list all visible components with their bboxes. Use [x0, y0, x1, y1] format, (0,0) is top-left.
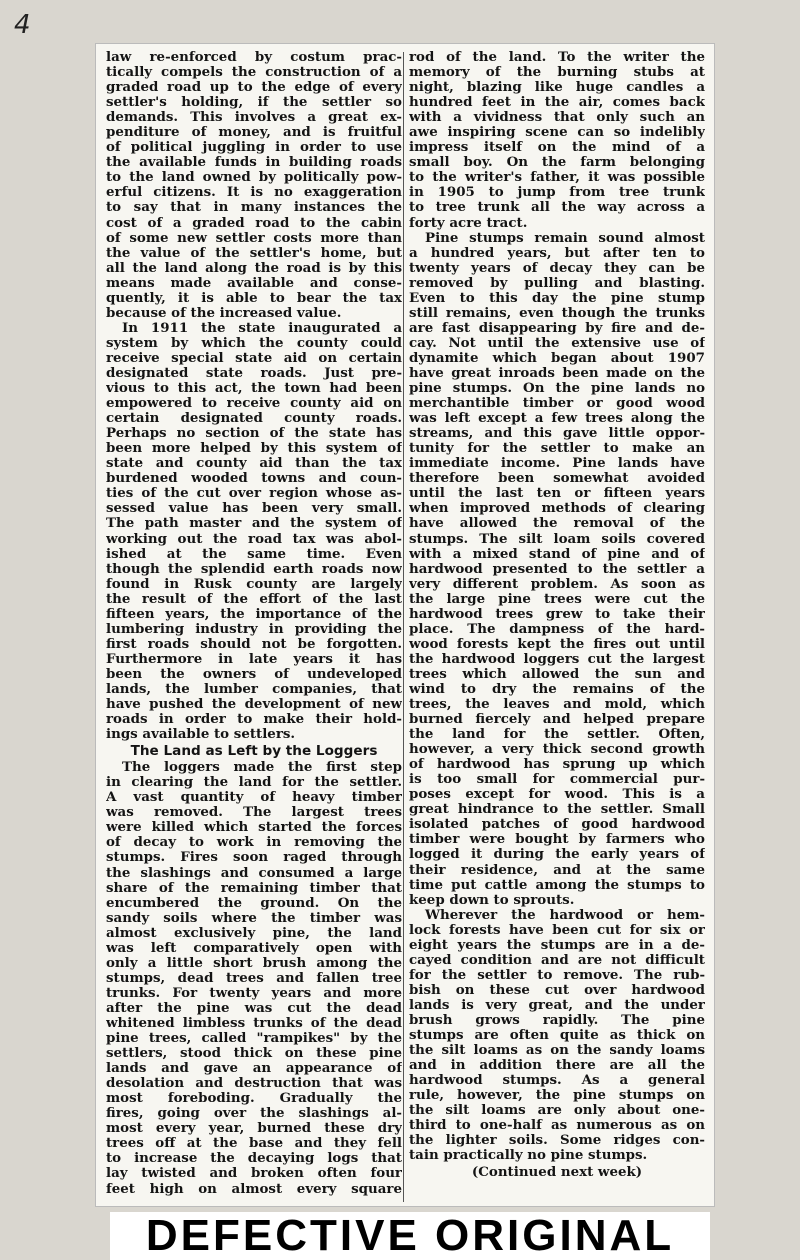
text-line: third to one-half as numerous as on: [409, 1118, 705, 1134]
text-line: the silt loams are only about one-: [409, 1103, 705, 1119]
text-line: tunity for the settler to make an: [409, 441, 705, 457]
text-line: to the writer's father, it was possible: [409, 170, 705, 186]
text-line: hardwood presented to the settler a: [409, 561, 705, 577]
text-line: of decay to work in removing the: [106, 835, 402, 851]
text-line: streams, and this gave little oppor-: [409, 426, 705, 442]
text-line: still remains, even though the trunks: [409, 305, 705, 321]
text-line: demands. This involves a great ex-: [106, 110, 402, 126]
text-line: are fast disappearing by fire and de-: [409, 320, 705, 336]
text-line: was removed. The largest trees: [106, 805, 402, 821]
text-line: wood forests kept the fires out until: [409, 636, 705, 652]
text-line: empowered to receive county aid on: [106, 396, 402, 412]
text-line: in clearing the land for the settler.: [106, 775, 402, 791]
text-line: a hundred years, but after ten to: [409, 245, 705, 261]
text-line: dynamite which began about 1907: [409, 350, 705, 366]
text-line: to increase the decaying logs that: [106, 1151, 402, 1167]
text-line: of hardwood has sprung up which: [409, 757, 705, 773]
text-line: great hindrance to the settler. Small: [409, 802, 705, 818]
text-line: because of the increased value.: [106, 305, 342, 321]
text-line: was left except a few trees along the: [409, 411, 705, 427]
text-line: with a mixed stand of pine and of: [409, 546, 705, 562]
text-line: tain practically no pine stumps.: [409, 1148, 648, 1164]
text-line: Wherever the hardwood or hem-: [425, 907, 705, 923]
text-line: awe inspiring scene can so indelibly: [409, 125, 705, 141]
text-line: been more helped by this system of: [106, 441, 402, 457]
text-line: settlers, stood thick on these pine: [106, 1046, 402, 1062]
text-line: very different problem. As soon as: [409, 576, 705, 592]
text-line: share of the remaining timber that: [106, 880, 402, 896]
text-line: to say that in many instances the: [106, 200, 402, 216]
text-line: stumps, dead trees and fallen tree: [106, 970, 402, 986]
text-line: Furthermore in late years it has: [106, 651, 402, 667]
text-line: lands is very great, and the under: [409, 997, 705, 1013]
text-line: quently, it is able to bear the tax: [106, 290, 402, 306]
newspaper-clipping: [96, 44, 714, 1206]
text-line: the land for the settler. Often,: [409, 727, 705, 743]
text-line: The path master and the system of: [106, 516, 402, 532]
text-line: was left comparatively open with: [106, 940, 402, 956]
text-line: fires, going over the slashings al-: [106, 1106, 402, 1122]
text-line: rod of the land. To the writer the: [409, 50, 705, 65]
text-line: penditure of money, and is fruitful: [106, 125, 402, 141]
text-line: most every year, burned these dry: [106, 1121, 402, 1137]
text-line: whitened limbless trunks of the dead: [106, 1016, 402, 1031]
text-line: impress itself on the mind of a: [409, 140, 705, 156]
left-paragraph-1: [106, 50, 402, 321]
text-line: sessed value has been very small.: [106, 501, 402, 517]
text-line: been the owners of undeveloped: [106, 666, 402, 682]
text-line: their residence, and at the same: [409, 862, 705, 878]
text-line: immediate income. Pine lands have: [409, 456, 705, 472]
text-line: stumps are often quite as thick on: [409, 1028, 705, 1044]
text-line: hardwood stumps. As a general: [409, 1073, 705, 1089]
text-line: cost of a graded road to the cabin: [106, 215, 402, 231]
continued-note: (Continued next week): [471, 1164, 643, 1181]
text-line: graded road up to the edge of every: [106, 80, 402, 96]
text-line: rule, however, the pine stumps on: [409, 1088, 705, 1104]
text-line: trees off at the base and they fell: [106, 1136, 402, 1152]
text-line: desolation and destruction that was: [106, 1076, 402, 1092]
text-line: poses except for wood. This is a: [409, 787, 705, 803]
text-line: to the land owned by politically pow-: [106, 170, 402, 186]
text-line: tically compels the construction of a: [106, 65, 402, 81]
text-line: The loggers made the first step: [122, 760, 402, 776]
text-line: hundred feet in the air, comes back: [409, 95, 705, 111]
text-line: the large pine trees were cut the: [409, 591, 705, 607]
text-line: roads in order to make their hold-: [106, 712, 402, 728]
text-line: bish on these cut over hardwood: [409, 982, 705, 998]
text-line: eight years the stumps are in a de-: [409, 937, 705, 953]
text-line: feet high on almost every square: [106, 1181, 402, 1197]
text-line: the slashings and consumed a large: [106, 865, 402, 881]
text-line: first roads should not be forgotten.: [106, 636, 402, 652]
text-line: night, blazing like huge candles a: [409, 80, 705, 96]
text-line: burned fiercely and helped prepare: [409, 712, 705, 728]
text-line: memory of the burning stubs at: [409, 65, 705, 81]
text-line: vious to this act, the town had been: [106, 381, 402, 397]
text-line: most foreboding. Gradually the: [106, 1091, 402, 1107]
text-line: trees which allowed the sun and: [409, 666, 705, 682]
text-line: pine stumps. On the pine lands no: [409, 381, 705, 397]
text-line: trunks. For twenty years and more: [106, 985, 402, 1001]
text-line: keep down to sprouts.: [409, 892, 575, 908]
text-line: timber were bought by farmers who: [409, 832, 705, 848]
text-line: almost exclusively pine, the land: [106, 925, 402, 941]
text-line: encumbered the ground. On the: [106, 895, 402, 911]
text-line: the silt loams as on the sandy loams: [409, 1043, 705, 1059]
text-line: isolated patches of good hardwood: [409, 817, 705, 833]
text-line: means made available and conse-: [106, 275, 402, 291]
text-line: cay. Not until the extensive use of: [409, 335, 705, 351]
text-line: the hardwood loggers cut the largest: [409, 651, 705, 667]
text-line: when improved methods of clearing: [409, 501, 705, 517]
text-line: certain designated county roads.: [106, 411, 402, 427]
section-heading: The Land as Left by the Loggers: [130, 743, 378, 760]
text-line: with a vividness that only such an: [409, 110, 705, 126]
right-paragraph-3: [409, 908, 705, 1164]
left-paragraph-3: [106, 760, 402, 1196]
text-line: lands, the lumber companies, that: [106, 681, 402, 697]
text-line: were killed which started the forces: [106, 820, 402, 836]
text-line: settler's holding, if the settler so: [106, 95, 402, 111]
text-line: brush grows rapidly. The pine: [409, 1013, 705, 1028]
text-line: receive special state aid on certain: [106, 350, 402, 366]
text-line: lands and gave an appearance of: [106, 1061, 402, 1077]
text-line: fifteen years, the importance of the: [106, 606, 402, 622]
text-line: removed by pulling and blasting.: [409, 275, 705, 291]
text-line: ished at the same time. Even: [106, 546, 402, 562]
text-line: of political juggling in order to use: [106, 140, 402, 156]
text-line: In 1911 the state inaugurated a: [122, 320, 402, 336]
text-line: all the land along the road is by this: [106, 260, 402, 276]
page-number: 4: [14, 10, 31, 40]
text-line: the value of the settler's home, but: [106, 245, 402, 261]
text-line: is too small for commercial pur-: [409, 772, 705, 788]
text-line: the lighter soils. Some ridges con-: [409, 1133, 705, 1149]
text-line: stumps. The silt loam soils covered: [409, 531, 705, 547]
text-line: only a little short brush among the: [106, 955, 402, 971]
text-line: and in addition there are all the: [409, 1058, 705, 1074]
text-line: sandy soils where the timber was: [106, 910, 402, 926]
text-line: system by which the county could: [106, 335, 402, 351]
text-line: have great inroads been made on the: [409, 365, 705, 381]
left-paragraph-2: [106, 321, 402, 742]
text-line: erful citizens. It is no exaggeration: [106, 185, 402, 201]
text-line: lock forests have been cut for six or: [409, 922, 705, 938]
text-line: place. The dampness of the hard-: [409, 621, 705, 637]
text-line: cayed condition and are not difficult: [409, 952, 705, 968]
text-line: therefore been somewhat avoided: [409, 471, 705, 487]
left-column: [106, 50, 402, 1197]
text-line: wind to dry the remains of the: [409, 681, 705, 697]
text-line: in 1905 to jump from tree trunk: [409, 185, 705, 201]
right-paragraph-2: [409, 231, 705, 908]
text-line: designated state roads. Just pre-: [106, 365, 402, 381]
text-line: merchantible timber or good wood: [409, 396, 705, 412]
right-paragraph-1: [409, 50, 705, 231]
text-line: A vast quantity of heavy timber: [106, 790, 402, 806]
text-line: have allowed the removal of the: [409, 516, 705, 532]
text-line: twenty years of decay they can be: [409, 260, 705, 276]
text-line: Pine stumps remain sound almost: [425, 230, 705, 246]
text-line: however, a very thick second growth: [409, 742, 705, 758]
text-line: Even to this day the pine stump: [409, 290, 705, 306]
text-line: law re-enforced by costum prac-: [106, 50, 402, 65]
text-line: pine trees, called "rampikes" by the: [106, 1031, 402, 1047]
text-line: logged it during the early years of: [409, 847, 705, 863]
text-line: of some new settler costs more than: [106, 230, 402, 246]
column-divider: [403, 52, 404, 1202]
text-line: working out the road tax was abol-: [106, 531, 402, 547]
text-line: Perhaps no section of the state has: [106, 426, 402, 442]
text-line: for the settler to remove. The rub-: [409, 967, 705, 983]
text-line: to tree trunk all the way across a: [409, 200, 705, 216]
text-line: have pushed the development of new: [106, 697, 402, 713]
defective-original-stamp: DEFECTIVE ORIGINAL: [110, 1212, 710, 1260]
text-line: the available funds in building roads: [106, 155, 402, 171]
text-line: though the splendid earth roads now: [106, 561, 402, 577]
text-line: until the last ten or fifteen years: [409, 486, 705, 502]
text-line: ings available to settlers.: [106, 727, 296, 743]
text-line: ties of the cut over region whose as-: [106, 486, 402, 502]
text-line: lumbering industry in providing the: [106, 621, 402, 637]
text-line: hardwood trees grew to take their: [409, 606, 705, 622]
text-line: the result of the effort of the last: [106, 591, 402, 607]
text-line: burdened wooded towns and coun-: [106, 471, 402, 487]
text-line: forty acre tract.: [409, 215, 528, 231]
text-line: small boy. On the farm belonging: [409, 155, 705, 171]
right-column: [409, 50, 705, 1181]
text-line: lay twisted and broken often four: [106, 1166, 402, 1182]
text-line: after the pine was cut the dead: [106, 1000, 402, 1016]
text-line: trees, the leaves and mold, which: [409, 697, 705, 713]
text-line: found in Rusk county are largely: [106, 576, 402, 592]
text-line: state and county aid than the tax: [106, 456, 402, 472]
text-line: time put cattle among the stumps to: [409, 877, 705, 893]
text-line: stumps. Fires soon raged through: [106, 850, 402, 866]
